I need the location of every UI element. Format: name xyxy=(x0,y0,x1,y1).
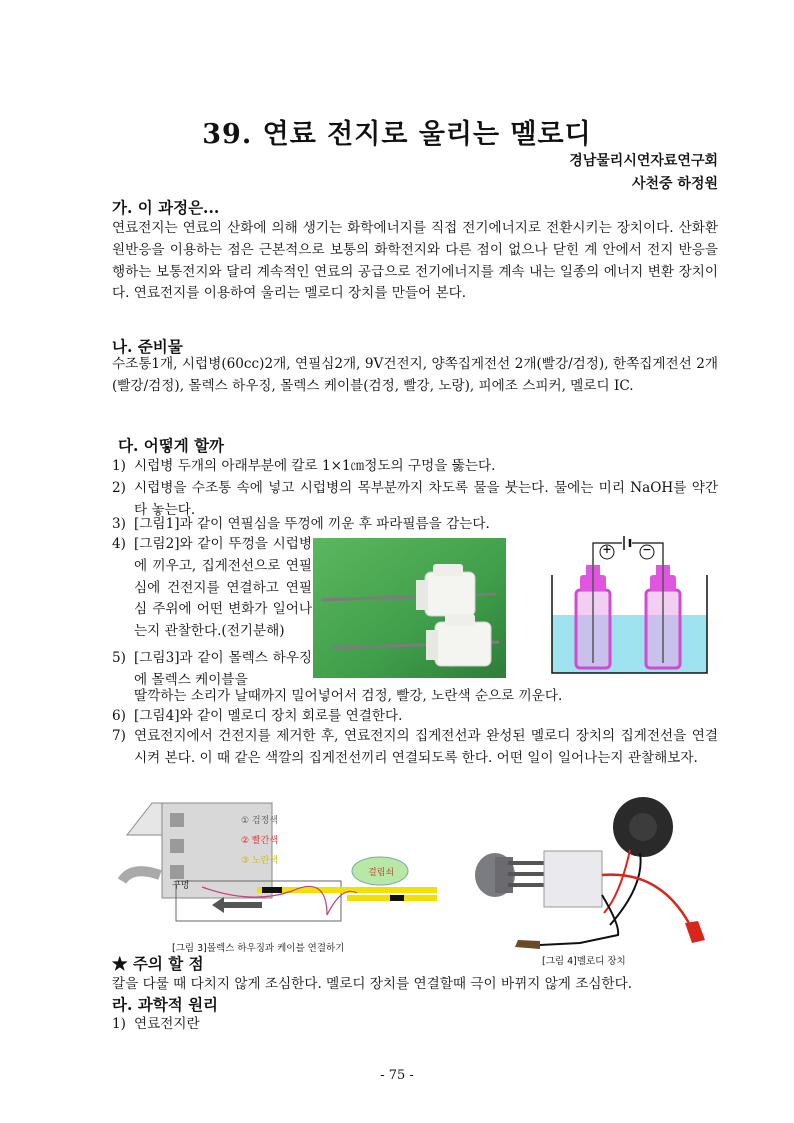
step-1 xyxy=(112,456,718,478)
figure-3-caption: [그림 3]몰렉스 하우징과 케이블 연결하기 xyxy=(172,943,345,954)
figure-4 xyxy=(470,795,720,965)
step-7 xyxy=(112,726,718,770)
ra-step-1 xyxy=(112,1014,718,1036)
step-num: 6) xyxy=(112,708,126,724)
section-na-heading: 나. 준비물 xyxy=(112,337,183,356)
step-num: 7) xyxy=(112,728,126,744)
section-ga-heading: 가. 이 과정은... xyxy=(112,198,220,217)
figure-1-photo xyxy=(313,538,506,678)
step-5-cont xyxy=(112,686,718,708)
minus-sign: − xyxy=(642,543,652,556)
step-text: [그림1]과 같이 연필심을 뚜껑에 끼운 후 파라필름을 감는다. xyxy=(134,516,490,532)
fuel-cell-diagram xyxy=(540,535,720,680)
step-num: 1) xyxy=(112,1016,126,1032)
page-number: - 75 - xyxy=(380,1068,414,1083)
section-da-heading: 다. 어떻게 할까 xyxy=(118,436,225,455)
step-text: [그림2]와 같이 뚜껑을 시럽병에 끼우고, 집게전선으로 연필심에 건전지를 연결하고 연필심 주위에 어떤 변화가 일어나는지 관찰한다.(전기분해) xyxy=(134,536,312,640)
step-num: 4) xyxy=(112,536,126,552)
section-ga-body: 연료전지는 연료의 산화에 의해 생기는 화학에너지를 직접 전기에너지로 전환시키는 장치이다. 산화환원반응을 이용하는 점은 근본적으로 보통의 화학전지와 다른 점이 없으나 닫힌 계 안에서 전지 반응을 행하는 보통전지와 달리 계속적인 연료의 공급으로 전기에너지를 계속 내는 일종의 에너지 변환 장치이다. 연료전지를 이용하여 울리는 멜로디 장치를 만들어 본다. xyxy=(112,220,718,302)
step-6 xyxy=(112,706,718,728)
figure-4-caption: [그림 4]멜로디 장치 xyxy=(542,956,626,967)
author-org: 경남물리시연자료연구회 xyxy=(569,153,718,169)
figure-2-diagram xyxy=(540,535,720,680)
step-text: 딸깍하는 소리가 날때까지 밀어넣어서 검정, 빨강, 노란색 순으로 끼운다. xyxy=(134,688,563,704)
step-text: [그림4]와 같이 멜로디 장치 회로를 연결한다. xyxy=(134,708,403,724)
step-text: 시럽병을 수조통 속에 넣고 시럽병의 목부분까지 차도록 물을 붓는다. 물에는 미리 NaOH를 약간 타 놓는다. xyxy=(134,480,718,518)
caution-heading: ★ 주의 할 점 xyxy=(112,954,204,973)
caution-body: 칼을 다룰 때 다치지 않게 조심한다. 멜로디 장치를 연결할때 극이 바뀌지 않게 조심한다. xyxy=(112,976,633,992)
latch-bubble: 걸림쇠 xyxy=(368,868,395,878)
step-num: 1) xyxy=(112,458,126,474)
melody-device xyxy=(470,795,720,965)
step-3 xyxy=(112,514,718,536)
step-4 xyxy=(112,534,312,643)
author-name: 사천중 하정원 xyxy=(631,176,718,192)
step-num: 2) xyxy=(112,480,126,496)
section-ra-heading: 라. 과학적 원리 xyxy=(112,995,219,1014)
hole-label: 구멍 xyxy=(172,881,190,891)
section-na-body: 수조통1개, 시럽병(60cc)2개, 연필심2개, 9V건전지, 양쪽집게전선 2개(빨강/검정), 한쪽집게전선 2개(빨강/검정), 몰렉스 하우징, 몰렉스 케이블(검정, 빨강, 노랑), 피에조 스피커, 멜로디 IC. xyxy=(112,356,718,394)
step-text: 연료전지란 xyxy=(134,1016,200,1032)
label-red: ② 빨간색 xyxy=(241,836,279,846)
step-text: 시럽병 두개의 아래부분에 칼로 1×1㎝정도의 구멍을 뚫는다. xyxy=(134,458,496,474)
page-title: 39. 연료 전지로 울리는 멜로디 xyxy=(202,119,592,150)
step-text: 연료전지에서 건전지를 제거한 후, 연료전지의 집게전선과 완성된 멜로디 장치의 집게전선을 연결시켜 본다. 이 때 같은 색깔의 집게전선끼리 연결되도록 한다. 어떤 일이 일어나는지 관찰해보자. xyxy=(134,728,718,766)
figure-1-image xyxy=(313,538,506,678)
step-num: 5) xyxy=(112,650,126,666)
step-text: [그림3]과 같이 몰렉스 하우징에 몰렉스 케이블을 xyxy=(134,650,312,688)
figure-3 xyxy=(112,795,442,955)
step-num: 3) xyxy=(112,516,126,532)
label-black: ① 검정색 xyxy=(241,816,279,826)
plus-sign: + xyxy=(602,543,612,556)
label-yellow: ③ 노란색 xyxy=(241,856,279,866)
